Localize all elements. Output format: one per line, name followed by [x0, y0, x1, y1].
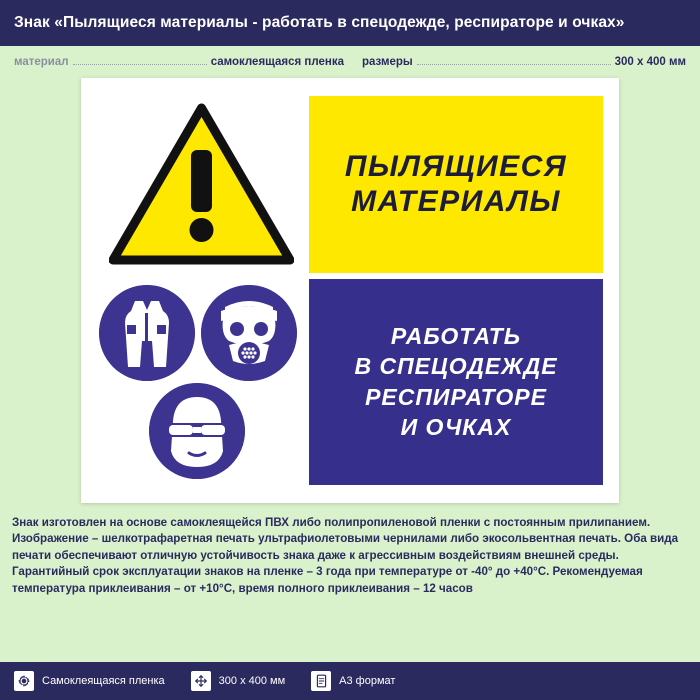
- footer-label-format: А3 формат: [339, 675, 396, 687]
- spec-material: [14, 56, 344, 68]
- blue-line-3: РЕСПИРАТОРЕ: [365, 383, 547, 410]
- spec-size-value: 300 х 400 мм: [614, 56, 686, 68]
- footer-item-size: [191, 671, 286, 691]
- dot-leader: [73, 64, 207, 65]
- footer-label-size: 300 х 400 мм: [218, 675, 286, 687]
- warning-triangle-icon: [109, 102, 294, 267]
- blue-line-2: В СПЕЦОДЕЖДЕ: [354, 353, 558, 380]
- yellow-line-1: ПЫЛЯЩИЕСЯ: [344, 149, 568, 183]
- blue-line-1: РАБОТАТЬ: [390, 323, 522, 350]
- yellow-line-2: МАТЕРИАЛЫ: [351, 185, 561, 219]
- blue-line-4: И ОЧКАХ: [400, 414, 512, 441]
- spec-size: [362, 56, 686, 68]
- footer-item-material: [14, 671, 165, 691]
- spec-size-label: размеры: [362, 56, 413, 68]
- resize-arrows-icon: [191, 671, 211, 691]
- safety-goggles-icon: [149, 383, 245, 479]
- mandatory-icons-cell: [97, 279, 305, 485]
- warning-cell: [97, 96, 305, 273]
- overall-suit-icon: [99, 285, 195, 381]
- spec-strip: [0, 46, 700, 76]
- footer-label-material: Самоклеящаяся пленка: [42, 675, 165, 687]
- gear-icon: [14, 671, 34, 691]
- document-icon: [311, 671, 331, 691]
- yellow-text-panel: [309, 96, 603, 273]
- sign-card-wrap: [0, 78, 700, 503]
- page-header: [0, 0, 700, 46]
- respirator-icon: [201, 285, 297, 381]
- description-text: Знак изготовлен на основе самоклеящейся ПВХ либо полипропиленовой пленки с постоянным прилипанием. Изображение – шелкотрафаретная печать ультрафиолетовыми чернилами либо экосольвентная печать. Оба вида печати обеспечивают отличную устойчивость знака даже к агрессивным воздействиям внешней среды. Гарантийный срок эксплуатации знаков на пленке – 3 года при температуре от -40° до +40°С. Рекомендуемая температура приклеивания – от +10°С, время полного приклеивания – 12 часов: [12, 516, 679, 595]
- sign-row-bottom: [97, 279, 603, 485]
- spec-material-value: самоклеящаяся пленка: [210, 56, 344, 68]
- sign-row-top: [97, 96, 603, 273]
- page-footer: [0, 662, 700, 700]
- spec-material-label: материал: [14, 56, 69, 68]
- footer-item-format: [311, 671, 395, 691]
- sign-card: [81, 78, 619, 503]
- page-title: Знак «Пылящиеся материалы - работать в спецодежде, респираторе и очках»: [14, 14, 625, 31]
- blue-text-panel: [309, 279, 603, 485]
- dot-leader: [417, 64, 611, 65]
